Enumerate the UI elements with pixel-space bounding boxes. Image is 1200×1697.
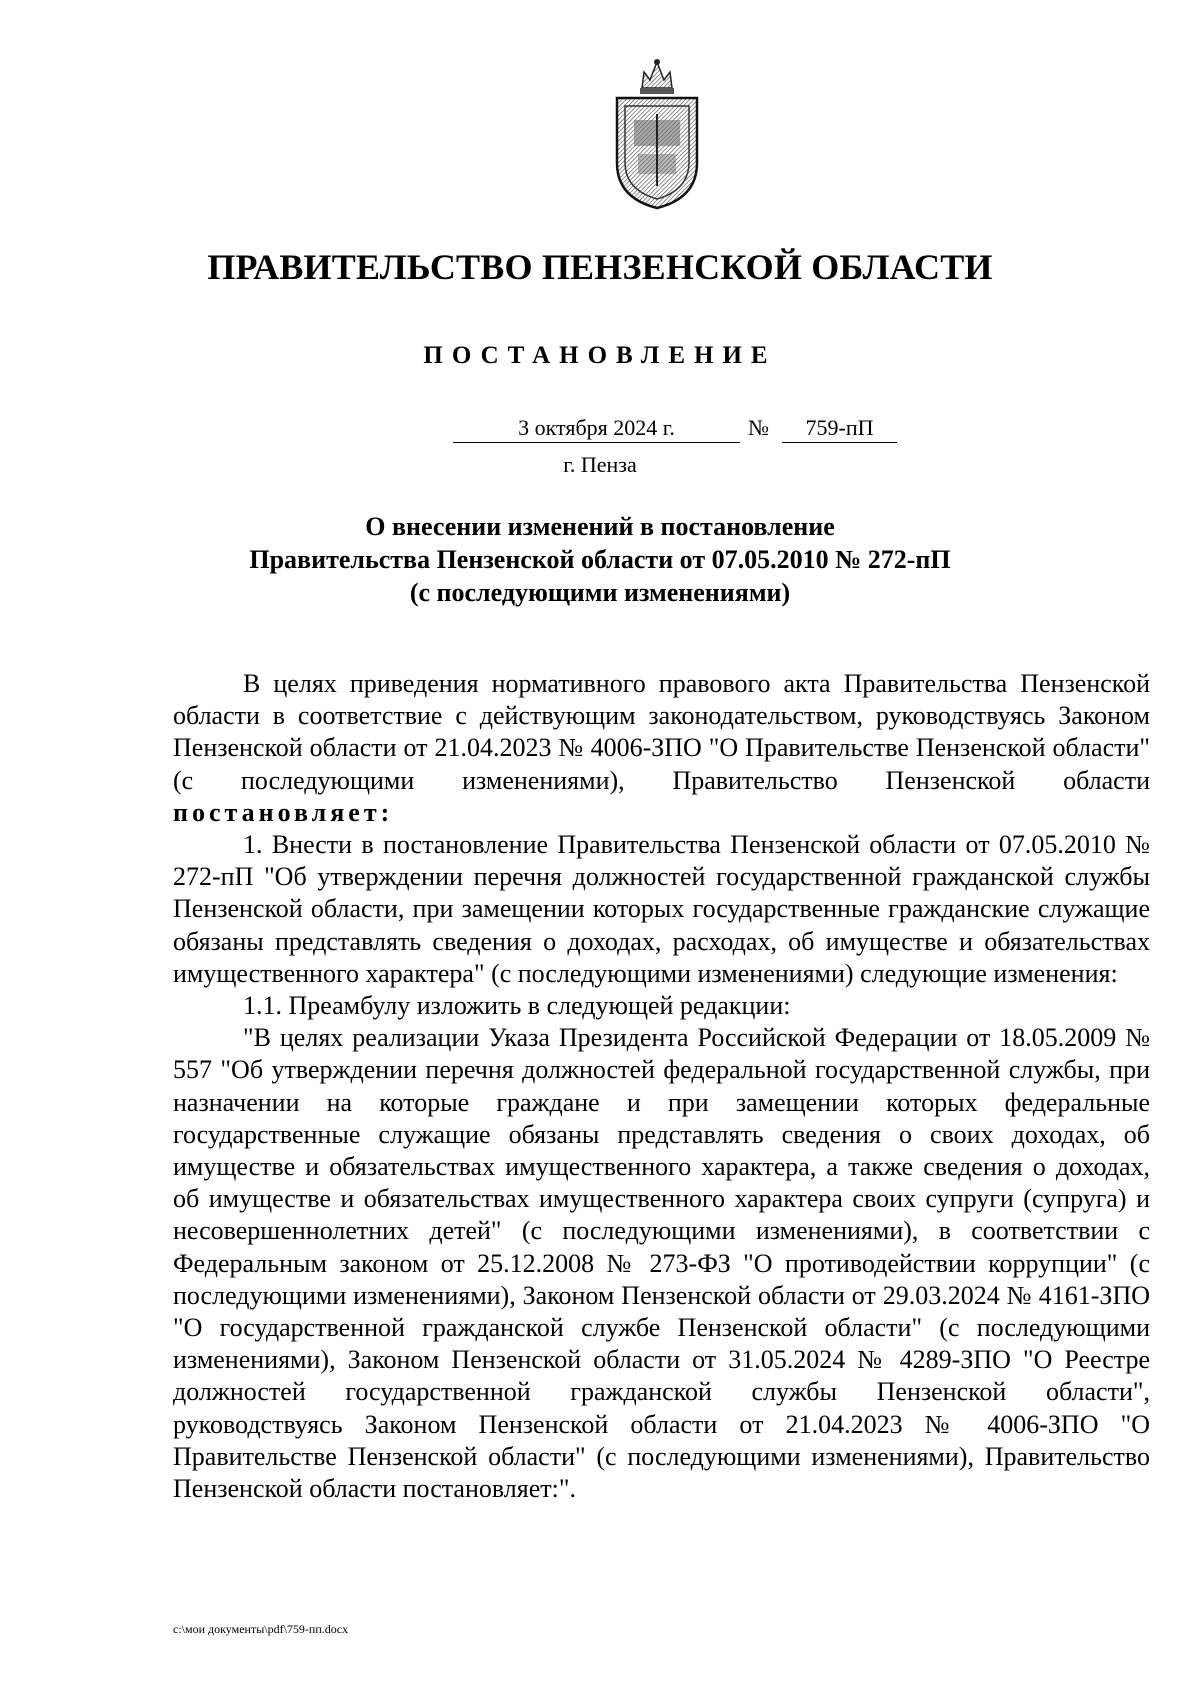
paragraph-new-preamble: "В целях реализации Указа Президента Российской Федерации от 18.05.2009 № 557 "Об утверждении перечня должностей федеральной государственной службы, при назначении на которые граждане и при замещении которых федеральные государственные служащие обязаны представлять сведения о своих доходах, об имуществе и обязательствах имущественного характера, а также сведения о доходах, об имуществе и обязательствах имущественного характера своих супруги (супруга) и несовершеннолетних детей" (с последующими изменениями), в соответствии с Федеральным законом от 25.12.2008 № 273-ФЗ "О противодействии коррупции" (с последующими изменениями), Законом Пензенской области от 29.03.2024 № 4161-ЗПО "О государственной гражданской службе Пензенской области" (с последующими изменениями), Законом Пензенской области от 31.05.2024 № 4289-ЗПО "О Реестре должностей государственной гражданской службы Пензенской области", руководствуясь Законом Пензенской области от 21.04.2023 № 4006-ЗПО "О Правительстве Пензенской области" (с последующими изменениями), Правительство Пензенской области постановляет:". [173,1023,1150,1504]
document-number: 759-пП [782,414,897,443]
government-title: ПРАВИТЕЛЬСТВО ПЕНЗЕНСКОЙ ОБЛАСТИ [207,247,993,287]
subject-line-3: (с последующими изменениями) [409,578,791,607]
subject-line-1: О внесении изменений в постановление [365,512,835,541]
paragraph-item-1: 1. Внести в постановление Правительства Пензенской области от 07.05.2010 № 272-пП "Об утверждении перечня должностей государственной гражданской службы Пензенской области, при замещении которых государственные гражданские служащие обязаны представлять сведения о доходах, расходах, об имуществе и обязательствах имущественного характера" (с последующими изменениями) следующие изменения: [173,830,1150,988]
paragraph-item-1-1: 1.1. Преамбулу изложить в следующей редакции: [243,991,791,1021]
document-type: ПОСТАНОВЛЕНИЕ [423,342,777,369]
city: г. Пенза [563,452,637,477]
preamble-text: В целях приведения нормативного правового акта Правительства Пензенской области в соответствие с действующим законодательством, руководствуясь Законом Пензенской области от 21.04.2023 № 4006-ЗПО "О Правительстве Пензенской области" (с последующими изменениями), Правительство Пензенской области [173,669,1150,795]
document-date: 3 октября 2024 г. [453,414,740,443]
coat-of-arms-icon [612,58,702,211]
resolves-keyword: постановляет: [173,797,394,827]
document-subject [0,510,1200,609]
number-sign: № [748,415,769,440]
document-body [173,668,1150,1505]
paragraph-preamble [173,668,1150,829]
date-number-line [0,414,1200,448]
subject-line-2: Правительства Пензенской области от 07.05.2010 № 272-пП [249,545,951,574]
coat-of-arms-emblem [612,58,702,211]
file-path-footer: c:\мои документы\pdf\759-пп.docx [173,1622,349,1636]
